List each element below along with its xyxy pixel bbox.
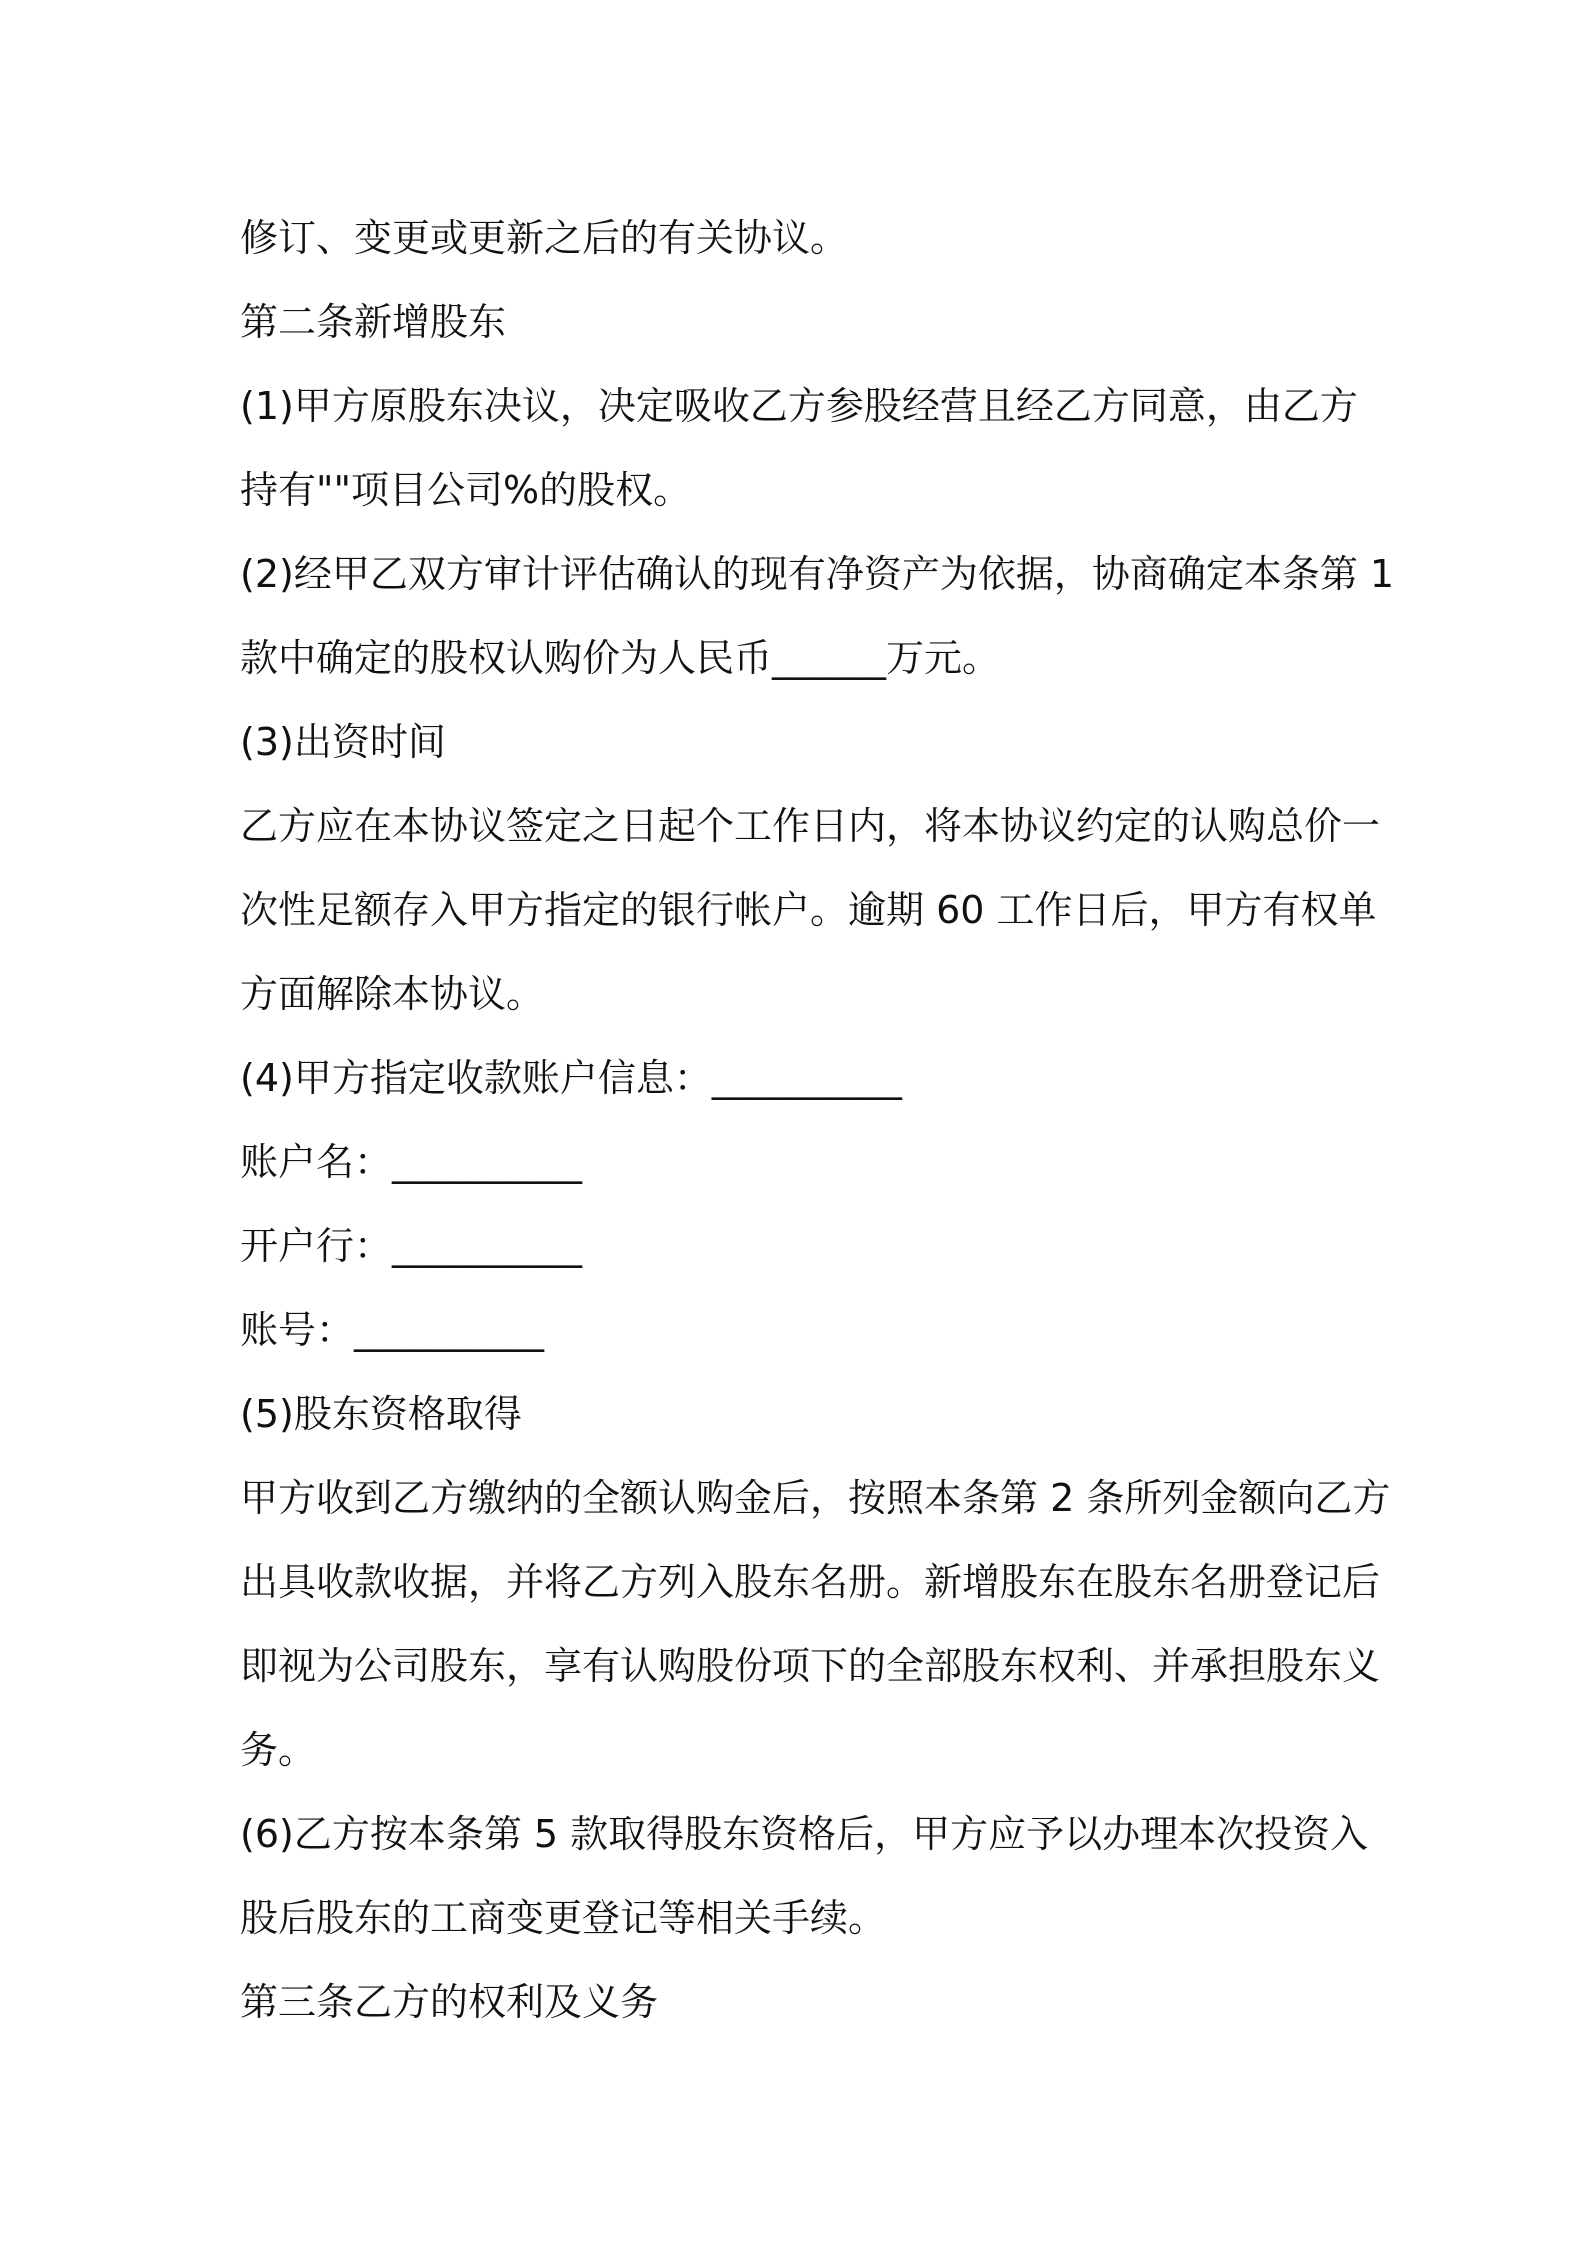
text-line: (6)乙方按本条第 5 款取得股东资格后，甲方应予以办理本次投资入 [240, 1812, 1369, 1856]
text-line: 次性足额存入甲方指定的银行帐户。逾期 60 工作日后，甲方有权单 [240, 888, 1377, 932]
text-line: 甲方收到乙方缴纳的全额认购金后，按照本条第 2 条所列金额向乙方 [240, 1476, 1391, 1520]
text-line: 开户行：__________ [240, 1224, 583, 1268]
text-line: 务。 [240, 1728, 317, 1772]
text-line: 乙方应在本协议签定之日起个工作日内，将本协议约定的认购总价一 [240, 804, 1381, 848]
text-line: 款中确定的股权认购价为人民币______万元。 [240, 636, 1001, 680]
text-line: 账号：__________ [240, 1308, 545, 1352]
document-body [240, 196, 1395, 2044]
text-line: 股后股东的工商变更登记等相关手续。 [240, 1896, 887, 1940]
section-heading: 第三条乙方的权利及义务 [240, 1980, 659, 2024]
text-line: 账户名：__________ [240, 1140, 583, 1184]
text-line: (3)出资时间 [240, 720, 446, 764]
text-line: (1)甲方原股东决议，决定吸收乙方参股经营且经乙方同意，由乙方 [240, 384, 1358, 428]
text-line: 持有""项目公司%的股权。 [240, 468, 692, 512]
text-line: (5)股东资格取得 [240, 1392, 522, 1436]
text-line: 修订、变更或更新之后的有关协议。 [240, 216, 849, 260]
text-line: 出具收款收据，并将乙方列入股东名册。新增股东在股东名册登记后 [240, 1560, 1381, 1604]
text-line: (4)甲方指定收款账户信息：__________ [240, 1056, 902, 1100]
text-line: 方面解除本协议。 [240, 972, 545, 1016]
text-line: 即视为公司股东，享有认购股份项下的全部股东权利、并承担股东义 [240, 1644, 1381, 1688]
section-heading: 第二条新增股东 [240, 300, 507, 344]
text-line: (2)经甲乙双方审计评估确认的现有净资产为依据，协商确定本条第 1 [240, 552, 1395, 596]
